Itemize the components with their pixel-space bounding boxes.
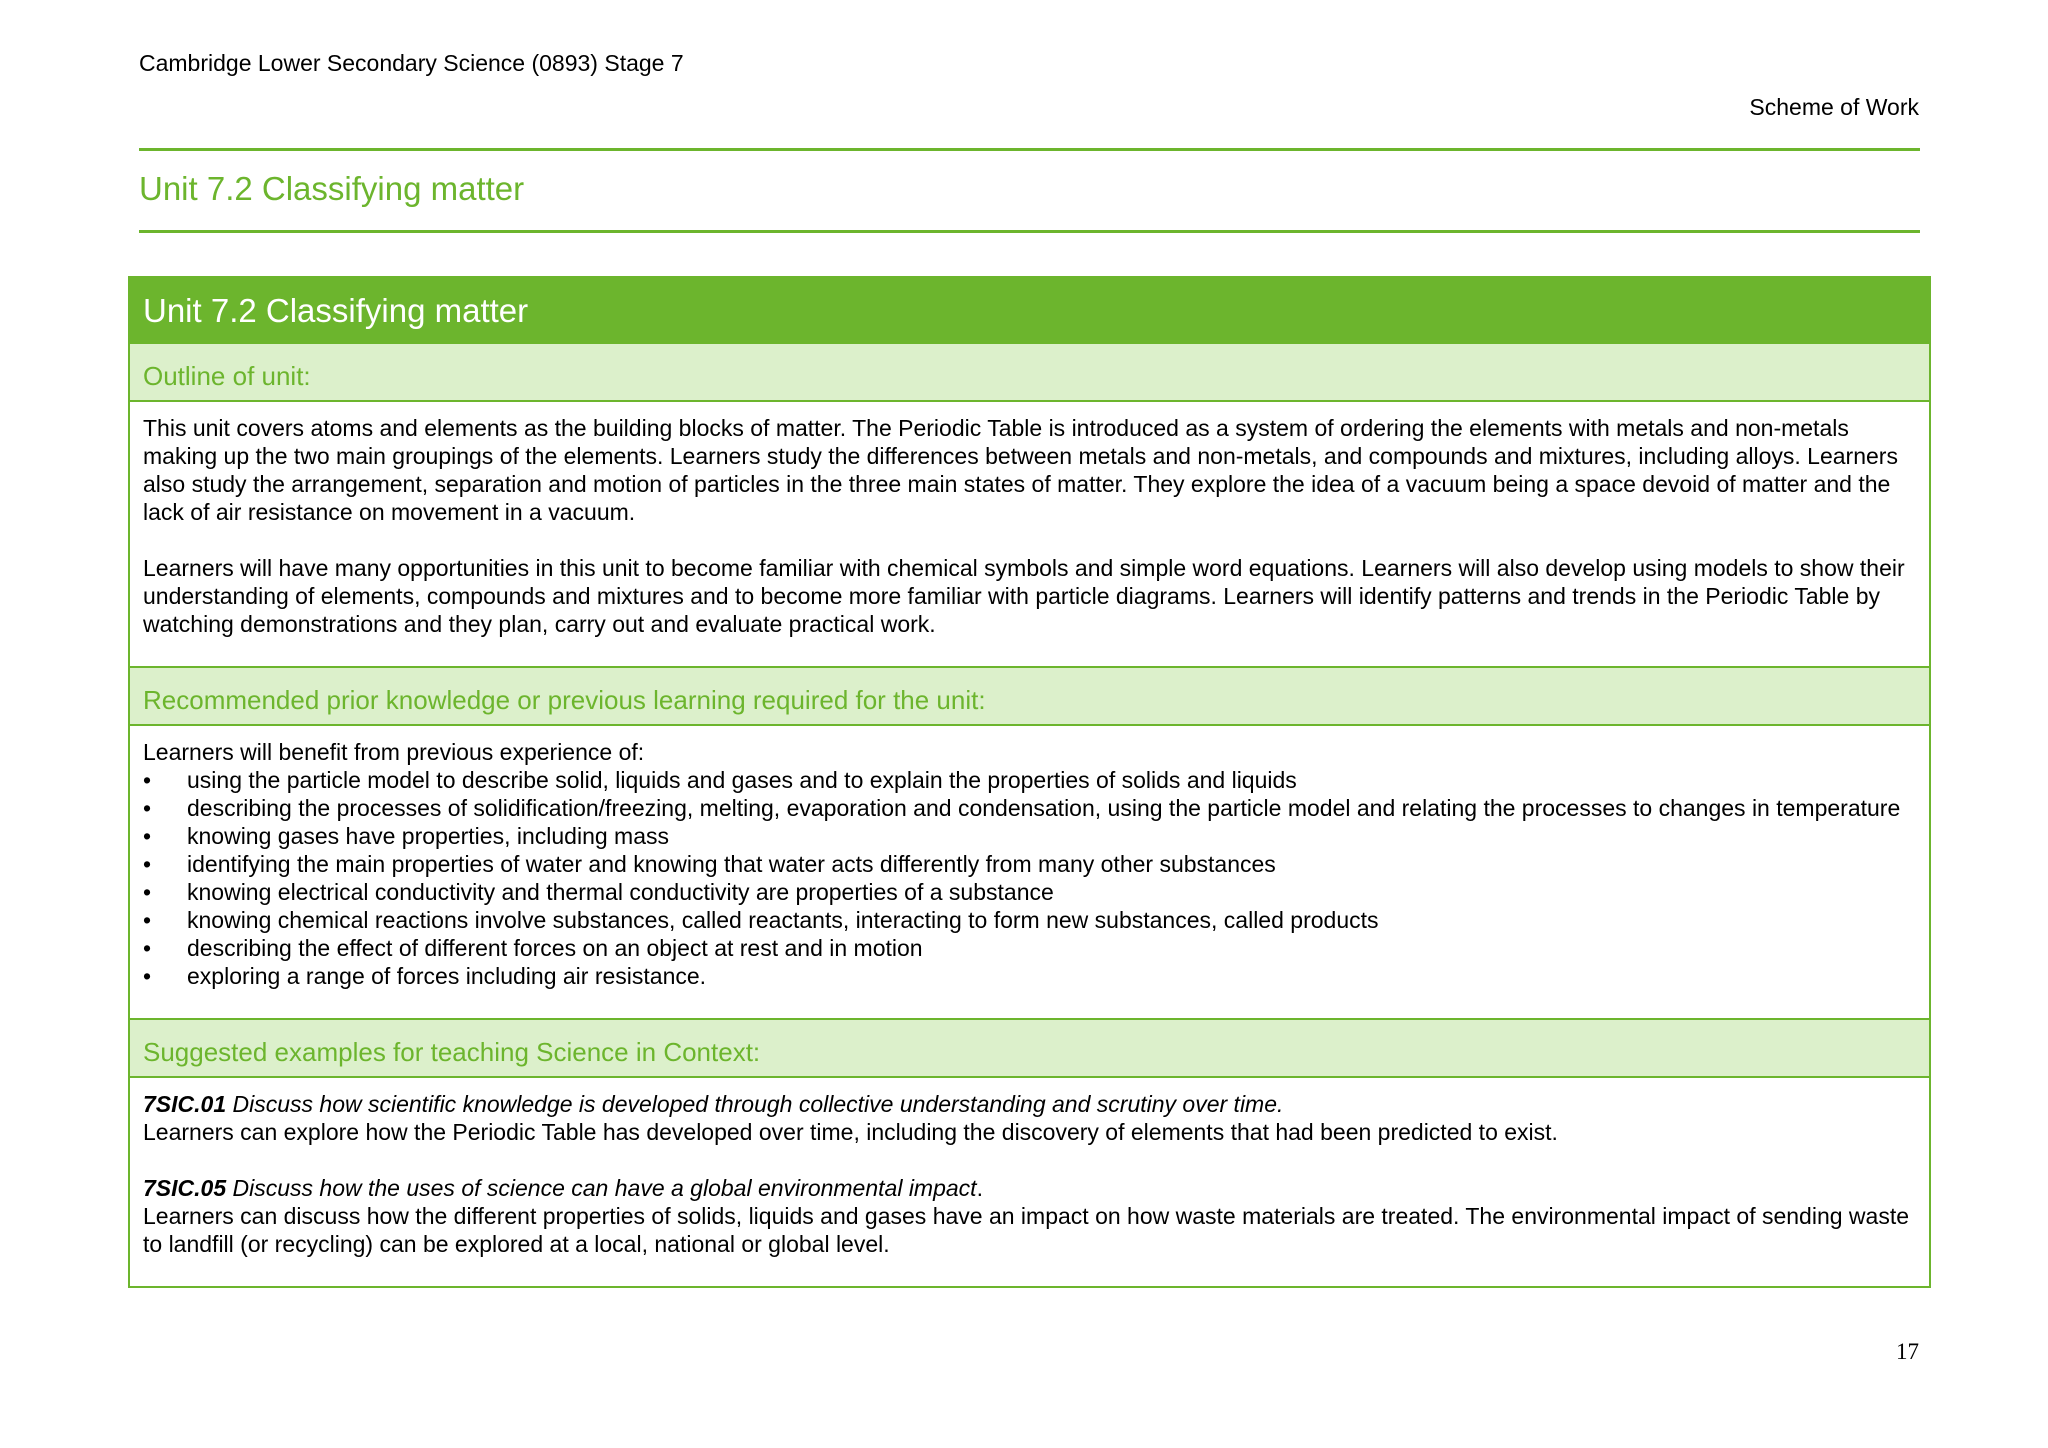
heading-rule-top [139, 148, 1920, 151]
prior-knowledge-intro: Learners will benefit from previous experience of: [143, 739, 645, 765]
sic-code: 7SIC.05 [143, 1175, 227, 1201]
sic-statement: Discuss how the uses of science can have a global environmental impact [226, 1175, 977, 1201]
outline-heading: Outline of unit: [130, 344, 1929, 402]
sic-example-statement [143, 1174, 1916, 1202]
page-number: 17 [1896, 1339, 1919, 1364]
prior-knowledge-heading: Recommended prior knowledge or previous learning required for the unit: [130, 668, 1929, 726]
unit-summary-box [128, 276, 1931, 1288]
prior-knowledge-body [130, 726, 1929, 1020]
outline-paragraph: Learners will have many opportunities in this unit to become familiar with chemical symbols and simple word equations. Learners will also develop using models to show their understanding of elements, compounds and mixtures and to become more familiar with particle diagrams. Learners will identify patterns and trends in the Periodic Table by watching demonstrations and they plan, carry out and evaluate practical work. [143, 555, 1905, 637]
unit-box-title: Unit 7.2 Classifying matter [130, 278, 1929, 344]
list-item: • exploring a range of forces including air resistance. [143, 962, 1916, 990]
list-item: • using the particle model to describe solid, liquids and gases and to explain the properties of solids and liquids [143, 766, 1916, 794]
heading-rule-bottom [139, 230, 1920, 233]
sic-statement: Discuss how scientific knowledge is developed through collective understanding and scrutiny over time. [226, 1091, 1284, 1117]
science-in-context-heading: Suggested examples for teaching Science in Context: [130, 1020, 1929, 1078]
outline-body [130, 402, 1929, 668]
list-item: • identifying the main properties of water and knowing that water acts differently from many other substances [143, 850, 1916, 878]
sic-statement-end: . [976, 1175, 983, 1201]
sic-example-description: Learners can explore how the Periodic Table has developed over time, including the discovery of elements that had been predicted to exist. [143, 1119, 1558, 1145]
list-item: • knowing gases have properties, including mass [143, 822, 1916, 850]
list-item: • describing the processes of solidification/freezing, melting, evaporation and condensation, using the particle model and relating the processes to changes in temperature [143, 794, 1916, 822]
prior-knowledge-list [143, 766, 1916, 990]
sic-code: 7SIC.01 [143, 1091, 227, 1117]
sic-example-description: Learners can discuss how the different properties of solids, liquids and gases have an impact on how waste materials are treated. The environmental impact of sending waste to landfill (or recycling) can be explored at a local, national or global level. [143, 1203, 1910, 1257]
list-item: • knowing chemical reactions involve substances, called reactants, interacting to form new substances, called products [143, 906, 1916, 934]
unit-heading: Unit 7.2 Classifying matter [139, 170, 525, 207]
list-item: • describing the effect of different forces on an object at rest and in motion [143, 934, 1916, 962]
sic-example-statement [143, 1090, 1916, 1118]
course-title: Cambridge Lower Secondary Science (0893) Stage 7 [139, 50, 684, 76]
science-in-context-body [130, 1078, 1929, 1286]
outline-paragraph: This unit covers atoms and elements as the building blocks of matter. The Periodic Table is introduced as a system of ordering the elements with metals and non-metals making up the two main groupings of the elements. Learners study the differences between metals and non-metals, and compounds and mixtures, including alloys. Learners also study the arrangement, separation and motion of particles in the three main states of matter. They explore the idea of a vacuum being a space devoid of matter and the lack of air resistance on movement in a vacuum. [143, 415, 1898, 525]
list-item: • knowing electrical conductivity and thermal conductivity are properties of a substance [143, 878, 1916, 906]
document-type: Scheme of Work [1749, 94, 1919, 120]
